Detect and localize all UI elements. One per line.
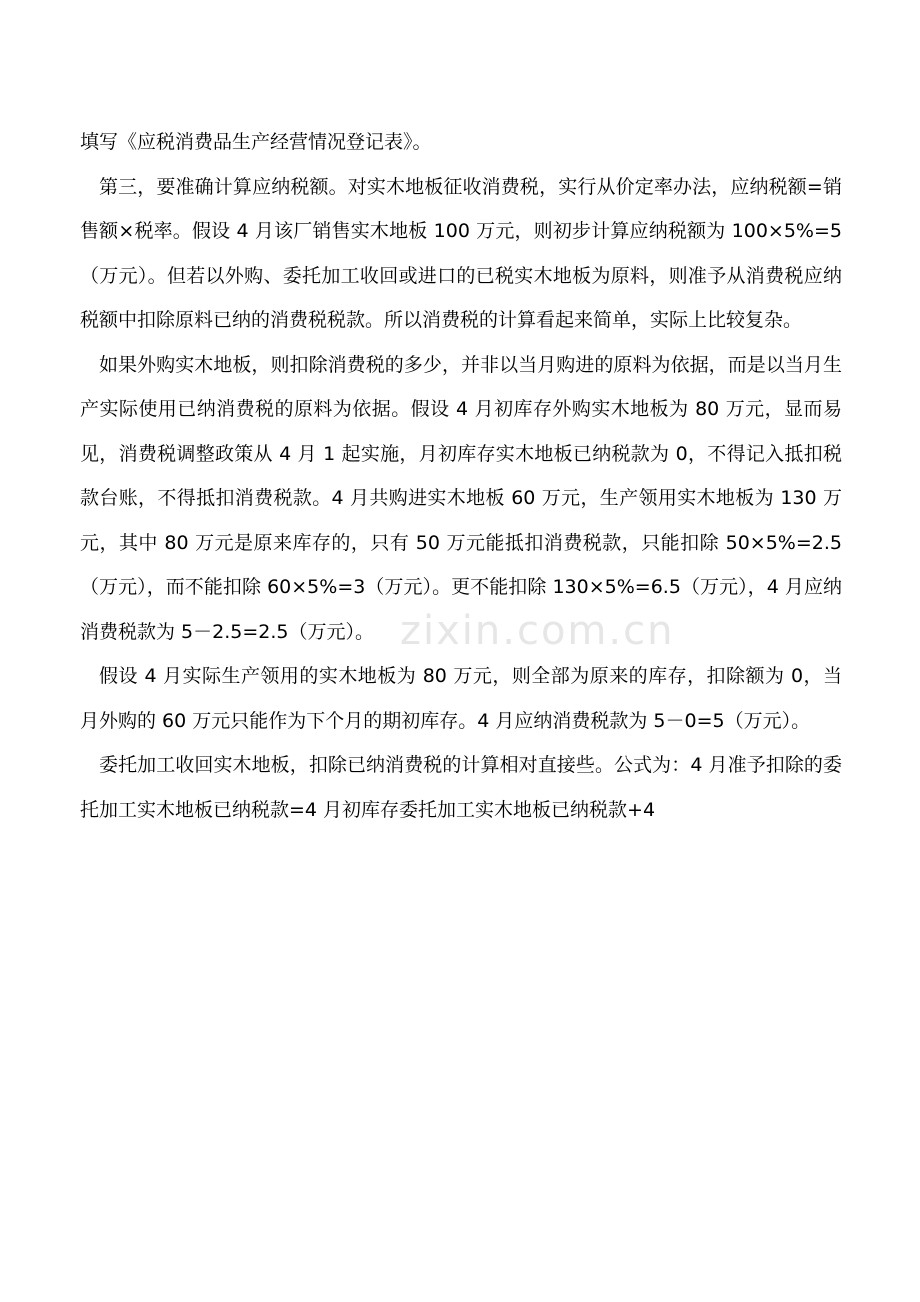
paragraph-inventory-case: 假设 4 月实际生产领用的实木地板为 80 万元，则全部为原来的库存，扣除额为 0，当月外购的 60 万元只能作为下个月的期初库存。4 月应纳消费税款为 5－0=5（万元）。: [80, 665, 842, 732]
document-body: [80, 120, 842, 832]
paragraph-purchased-flooring: 如果外购实木地板，则扣除消费税的多少，并非以当月购进的原料为依据，而是以当月生产实际使用已纳消费税的原料为依据。假设 4 月初库存外购实木地板为 80 万元，显而易见，消费税调整政策从 4 月 1 起实施，月初库存实木地板已纳税款为 0，不得记入抵扣税款台账，不得抵扣消费税款。4 月共购进实木地板 60 万元，生产领用实木地板为 130 万元，其中 80 万元是原来库存的，只有 50 万元能抵扣消费税款，只能扣除 50×5%=2.5（万元），而不能扣除 60×5%=3（万元）。更不能扣除 130×5%=6.5（万元），4 月应纳消费税款为 5－2.5=2.5（万元）。: [80, 353, 842, 643]
paragraph-commissioned-processing: 委托加工收回实木地板，扣除已纳消费税的计算相对直接些。公式为：4 月准予扣除的委托加工实木地板已纳税款=4 月初库存委托加工实木地板已纳税款+4: [80, 754, 842, 821]
paragraph-calculation: 第三，要准确计算应纳税额。对实木地板征收消费税，实行从价定率办法，应纳税额=销售额×税率。假设 4 月该厂销售实木地板 100 万元，则初步计算应纳税额为 100×5%=5（万元）。但若以外购、委托加工收回或进口的已税实木地板为原料，则准予从消费税应纳税额中扣除原料已纳的消费税税款。所以消费税的计算看起来简单，实际上比较复杂。: [80, 175, 842, 331]
watermark: zixin.com.cn: [400, 608, 675, 654]
paragraph-form-name: 填写《应税消费品生产经营情况登记表》。: [80, 131, 432, 153]
